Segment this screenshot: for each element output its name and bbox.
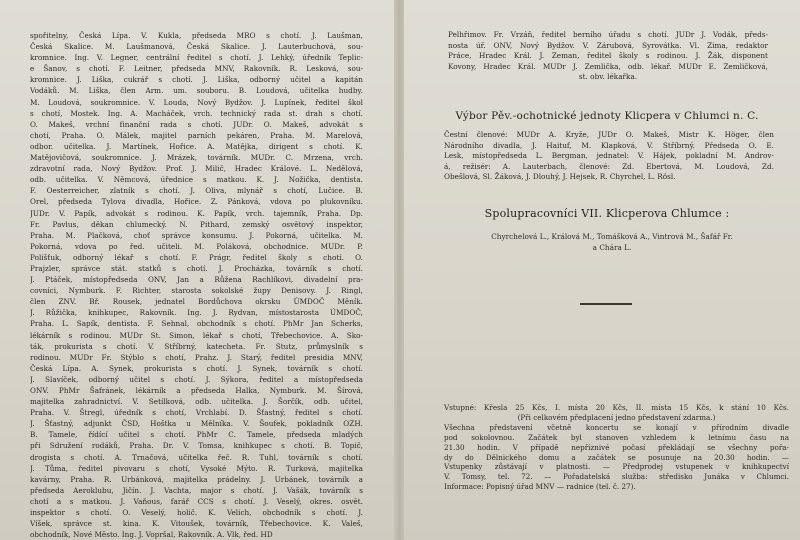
section-divider	[580, 303, 632, 305]
committee-line: Národního divadla, J. Haituf, M. Klapková, V. Stříbrný. Předseda O. E.	[444, 140, 774, 150]
left-page-text	[30, 30, 363, 540]
top-line: st. obv. lékařka.	[578, 72, 638, 82]
left-page-line: J. Tůma, ředitel pivovaru s chotí, Vysoké Mýto. R. Turková, majitelka	[30, 463, 363, 473]
admission-line: Všechna představení včetně koncertu se konají v přírodním divadle	[444, 422, 789, 432]
left-page-line: majitelka zahradnictví. V. Setílková, odb. učitelka. J. Šorčík, odb. učitel,	[30, 397, 363, 407]
admission-line: V. Tomsy, tel. 72. — Pořadatelská služba: středisko Junáka v Chlumci.	[444, 472, 789, 482]
left-page-line: Česká Lípa. A. Synek, prokurista s chotí. J. Synek, továrník s chotí.	[30, 363, 363, 373]
left-page-line: Pokorná, vdova po řed. učiteli. M. Poláková, obchodnice. MUDr. P.	[30, 241, 363, 251]
left-page-line: Prajzler, správce stát. statků s chotí. J. Procházka, továrník s chotí.	[30, 263, 363, 273]
left-page-line: Fr. Pavlus, děkan chlumecký. N. Pithard, zemský osvětový inspektor,	[30, 219, 363, 229]
left-page-line: J. Šťastný, adjunkt ČSD, Hoštka u Mělníka. V. Šoufek, pokladník OZH.	[30, 419, 363, 429]
left-page-line: kavárny, Praha. R. Urbánková, majitelka prádelny. J. Urbánek, továrník a	[30, 474, 363, 484]
top-line: Kovony, Hradec Král. MUDr J. Zemlička, odb. lékař. MUDr E. Zemličková,	[448, 61, 768, 71]
admission-line: 21.30 hodin. V případě nepříznivé počasí překládají se všechny pořa-	[444, 442, 789, 452]
admission-line: Informace: Popisný úřad MNV — radnice (tel. č. 27).	[444, 482, 636, 492]
left-page-line: F. Oesterreicher, zlatník s chotí. J. Oliva, mlynář s chotí, Lučice. B.	[30, 186, 363, 196]
collaborators-text	[442, 232, 782, 253]
left-page-line: kromnice. Ing. V. Legner, centrální ředitel s chotí. J. Lehký, úředník Teplic-	[30, 53, 363, 63]
left-page-line: spořitelny, Česká Lípa. V. Kukla, předseda MRO s chotí. J. Laušman,	[30, 31, 363, 40]
left-page-line: J. Ptáček, místopředseda ONV, Jan a Růžena Rachlíkovi, divadelní pra-	[30, 275, 363, 285]
left-page-line: drogista s chotí. A. Trnačová, učitelka řeč. R. Tuhl, továrník s chotí.	[30, 452, 363, 462]
left-page-line: JUDr. V. Papík, advokát s rodinou. K. Papík, vrch. tajemník, Praha. Dp.	[30, 208, 363, 218]
left-page-line: Vodáků. M. Liška, člen Arm. um. souboru. B. Loudová, učitelka hudby.	[30, 86, 363, 96]
committee-heading: Výbor Pěv.-ochotnické jednoty Klicpera v Chlumci n. C.	[455, 110, 759, 122]
admission-line: Vstupné: Křesla 25 Kčs, I. místa 20 Kčs, II. místa 15 Kčs, k stání 10 Kčs.	[444, 403, 789, 412]
left-page-line: Praha. M. Plačková, choť správce konsumu. J. Pokorná, učitelka. M.	[30, 230, 363, 240]
left-page-line: chotí, Praha. O. Málek, majitel parních pekáren, Praha. M. Marelová,	[30, 130, 363, 140]
left-page-line: odb. učitelka. V. Němcová, úřednice s matkou. K. J. Nožička, dentista.	[30, 175, 363, 185]
left-page-line: ták, prokurista s chotí. V. Stříbrný, katecheta. Fr. Stutz, průmyslník s	[30, 341, 363, 351]
admission-line: pod sokolovnou. Začátek byl stanoven vzhledem k letnímu času na	[444, 432, 789, 442]
committee-members-text	[444, 130, 774, 183]
left-page-line: člen ZNV. Bř. Rousek, jednatel Bordůchova okrsku ÚMDOČ Měník.	[30, 297, 363, 307]
left-page-line: předseda Aeroklubu, Jičín. J. Vachta, major s chotí. J. Vašák, továrník s	[30, 485, 363, 495]
committee-line: Obešlová, Sl. Žáková, J. Dlouhý, J. Hejsek, R. Chyrchel, L. Rösl.	[444, 172, 676, 182]
left-page-line: B. Tamele, řídící učitel s chotí. PhMr C. Tamele, předseda mladých	[30, 430, 363, 440]
committee-line: á, režisér: A. Lauterbach, členové: Zd. Ebertová, M. Loudová, Zd.	[444, 161, 774, 171]
left-page-line: odbor. učitelka. J. Martínek, Hořice. A. Matějka, dirigent s chotí. K.	[30, 141, 363, 151]
left-page-line: inspektor s chotí. O. Veselý, holič. K. Velich, obchodník s chotí. J.	[30, 508, 363, 518]
collaborators-line: a Chára L.	[592, 242, 632, 252]
left-page-line: Praha. V. Štregl, úředník s chotí, Vrchlabí. D. Šťastný, ředitel s chotí.	[30, 408, 363, 418]
left-page-line: kromnice. J. Liška, cukrář s chotí. J. Liška, odborný učitel a kapitán	[30, 75, 363, 85]
left-page-line: ONV. PhMr Šafránek, lékárník a předseda Halka, Nymburk. M. Šírová,	[30, 386, 363, 395]
left-page-line: Víšek, správce st. kina. K. Vitoušek, továrník, Třebechovice. K. Valeš,	[30, 519, 363, 529]
left-page-line: covníci, Nymburk. F. Richter, starosta sokolské župy Denisovy. J. Ringl,	[30, 286, 363, 296]
left-page-line: zdravotní rada, Nový Bydžov. Prof. J. Milič, Hradec Králové. L. Nedělová,	[30, 164, 363, 174]
admission-line: dy do Dělnického domu a začátek se posunuje na 20.30 hodin. —	[444, 452, 789, 462]
left-page-line: e Šanov, s chotí. F. Leitner, předseda MNV, Rakovník. R. Lesková, sou-	[30, 64, 363, 74]
left-page-line: Praha. L. Sapík, dentista. F. Sehnal, obchodník s chotí. PhMr Jan Scherks,	[30, 319, 363, 329]
left-page-line: obchodník, Nové Město. Ing. J. Vopršal, Rakovník. A. Vlk, řed. HD	[30, 530, 273, 540]
top-line: Práce, Hradec Král. J. Zeman, ředitel školy s rodinou. J. Žák, disponent	[448, 51, 768, 61]
right-page	[404, 0, 800, 540]
collaborators-heading: Spolupracovníci VII. Klicperova Chlumce :	[484, 207, 730, 220]
left-page	[0, 0, 398, 540]
left-page-line: J. Slavíček, odborný učitel s chotí. J. Sýkora, ředitel a místopředseda	[30, 374, 363, 384]
admission-info-text	[444, 403, 789, 492]
left-page-line: M. Loudová, soukromnice. V. Louda, Nový Bydžov. J. Lupínek, ředitel škol	[30, 97, 363, 107]
left-page-line: rodinou. MUDr Fr. Stýblo s chotí, Prahz. J. Starý, ředitel presidia MNV,	[30, 352, 363, 362]
top-line: nosta úř. ONV, Nový Bydžov. V. Zárubová, Syrovátka. Vl. Zima, redaktor	[448, 40, 768, 50]
left-page-line: Česká Skalice. M. Laušmanová, Česká Skalice. J. Lauterbuchová, sou-	[30, 42, 363, 52]
left-page-line: Orel, předseda Tylova divadla, Hořice. Z. Pánková, vdova po plukovníku.	[30, 197, 363, 207]
admission-line: (Při celkovém předplacení jedno představení zdarma.)	[517, 412, 716, 422]
left-page-line: Matějovičová, soukromnice. J. Mrázek, továrník. MUDr. C. Mrzena, vrch.	[30, 153, 363, 163]
left-page-line: při Sdružení rodáků, Praha. Dr. V. Tomsa, knihkupec s chotí. B. Topič,	[30, 441, 363, 451]
left-page-line: O. Makeš, vrchní finanční rada s chotí. JUDr. O. Makeš, advokát s	[30, 119, 363, 129]
left-page-line: J. Růžička, knihkupec, Rakovník. Ing. J. Rydvan, místostarosta ÚMDOČ,	[30, 308, 363, 318]
collaborators-line: Chyrchelová L., Králová M., Tomášková A., Vintrová M., Šafář Fr.	[491, 232, 733, 241]
left-page-line: chotí a s matkou. J. Vaňous, farář CCS s chotí. J. Veselý, okres. osvět.	[30, 496, 363, 506]
committee-line: Čestní členové: MUDr A. Kryže, JUDr O. Makeš, Mistr K. Höger, člen	[444, 130, 774, 139]
left-page-line: lékárník s rodinou. MUDr St. Simon, lékař s chotí, Třebechovice. A. Sko-	[30, 330, 363, 340]
committee-line: Lesk, místopředseda L. Bergman, jednatel: V. Hájek, pokladní M. Androv-	[444, 151, 774, 161]
right-page-top-text	[448, 30, 768, 83]
top-line: Pelhřimov. Fr. Vrzáň, ředitel berního úřadu s chotí. JUDr J. Vodák, předs-	[448, 30, 768, 39]
admission-line: Vstupenky zůstávají v platnosti. — Předprodej vstupenek v knihkupectví	[444, 462, 789, 472]
left-page-line: Polišťuk, odborný lékař s chotí. F. Prágr, ředitel školy s chotí. O.	[30, 252, 363, 262]
left-page-line: s chotí, Mostek. Ing. A. Macháček, vrch. technický rada st. drah s chotí.	[30, 108, 363, 118]
